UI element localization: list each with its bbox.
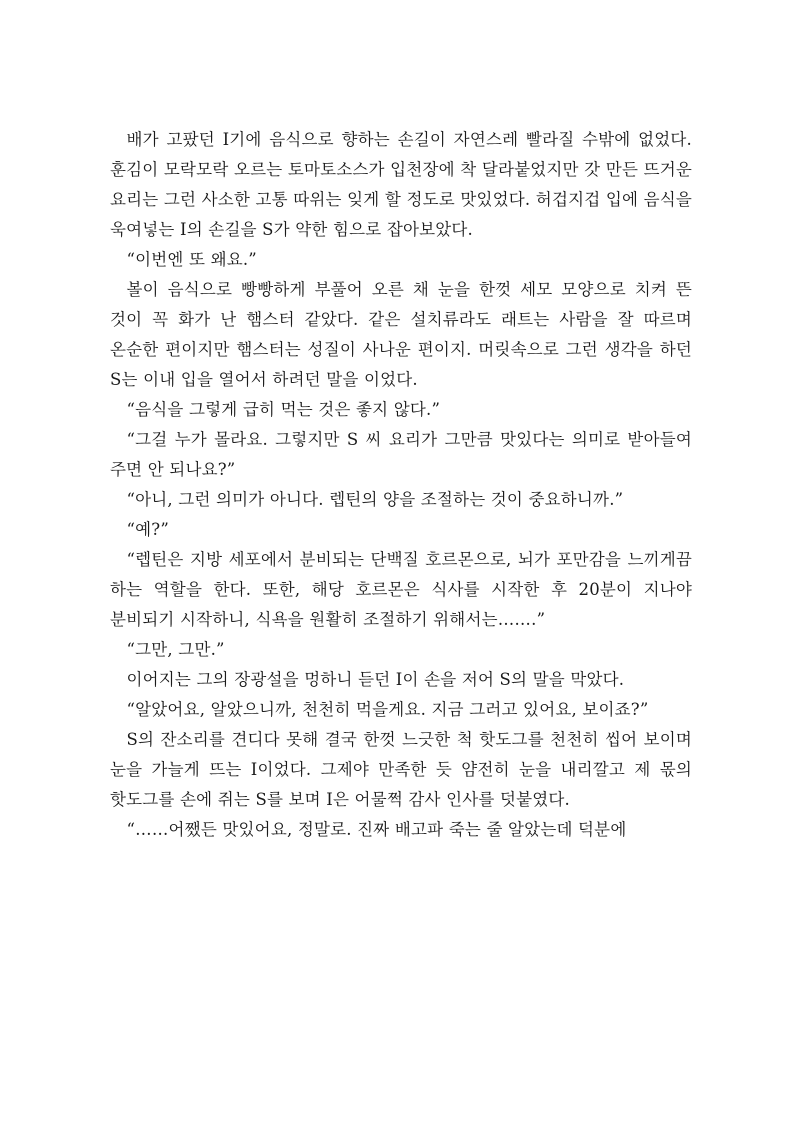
paragraph: 배가 고팠던 I기에 음식으로 향하는 손길이 자연스레 빨라질 수밖에 없었다. 훈김이 모락모락 오르는 토마토소스가 입천장에 착 달라붙었지만 갓 만든 뜨거운 요리는 그런 사소한 고통 따위는 잊게 할 정도로 맛있었다. 허겁지겁 입에 음식을 욱여넣는 I의 손길을 S가 약한 힘으로 잡아보았다.: [110, 130, 692, 239]
paragraph: “음식을 그렇게 급히 먹는 것은 좋지 않다.”: [126, 400, 441, 419]
paragraph: “알았어요, 알았으니까, 천천히 먹을게요. 지금 그러고 있어요, 보이죠?”: [126, 700, 649, 719]
paragraph: “그만, 그만.”: [126, 640, 225, 659]
document-page: [110, 125, 692, 845]
paragraph: 볼이 음식으로 빵빵하게 부풀어 오른 채 눈을 한껏 세모 모양으로 치켜 뜬 것이 꼭 화가 난 햄스터 같았다. 같은 설치류라도 래트는 사람을 잘 따르며 온순한 편이지만 햄스터는 성질이 사나운 편이지. 머릿속으로 그런 생각을 하던 S는 이내 입을 열어서 하려던 말을 이었다.: [110, 280, 692, 389]
paragraph: “그걸 누가 몰라요. 그렇지만 S 씨 요리가 그만큼 맛있다는 의미로 받아들여 주면 안 되나요?”: [110, 430, 692, 479]
paragraph: “이번엔 또 왜요.”: [126, 250, 257, 269]
paragraph: S의 잔소리를 견디다 못해 결국 한껏 느긋한 척 핫도그를 천천히 씹어 보이며 눈을 가늘게 뜨는 I이었다. 그제야 만족한 듯 얌전히 눈을 내리깔고 제 몫의 핫도그를 손에 쥐는 S를 보며 I은 어물쩍 감사 인사를 덧붙였다.: [110, 730, 692, 809]
paragraph: “아니, 그런 의미가 아니다. 렙틴의 양을 조절하는 것이 중요하니까.”: [126, 490, 624, 509]
paragraph: “예?”: [126, 520, 169, 539]
paragraph: “……어쨌든 맛있어요, 정말로. 진짜 배고파 죽는 줄 알았는데 덕분에: [126, 820, 627, 839]
paragraph: 이어지는 그의 장광설을 멍하니 듣던 I이 손을 저어 S의 말을 막았다.: [126, 670, 625, 689]
paragraph: “렙틴은 지방 세포에서 분비되는 단백질 호르몬으로, 뇌가 포만감을 느끼게끔 하는 역할을 한다. 또한, 해당 호르몬은 식사를 시작한 후 20분이 지나야 분비되기 시작하니, 식욕을 원활히 조절하기 위해서는…….”: [110, 550, 692, 629]
